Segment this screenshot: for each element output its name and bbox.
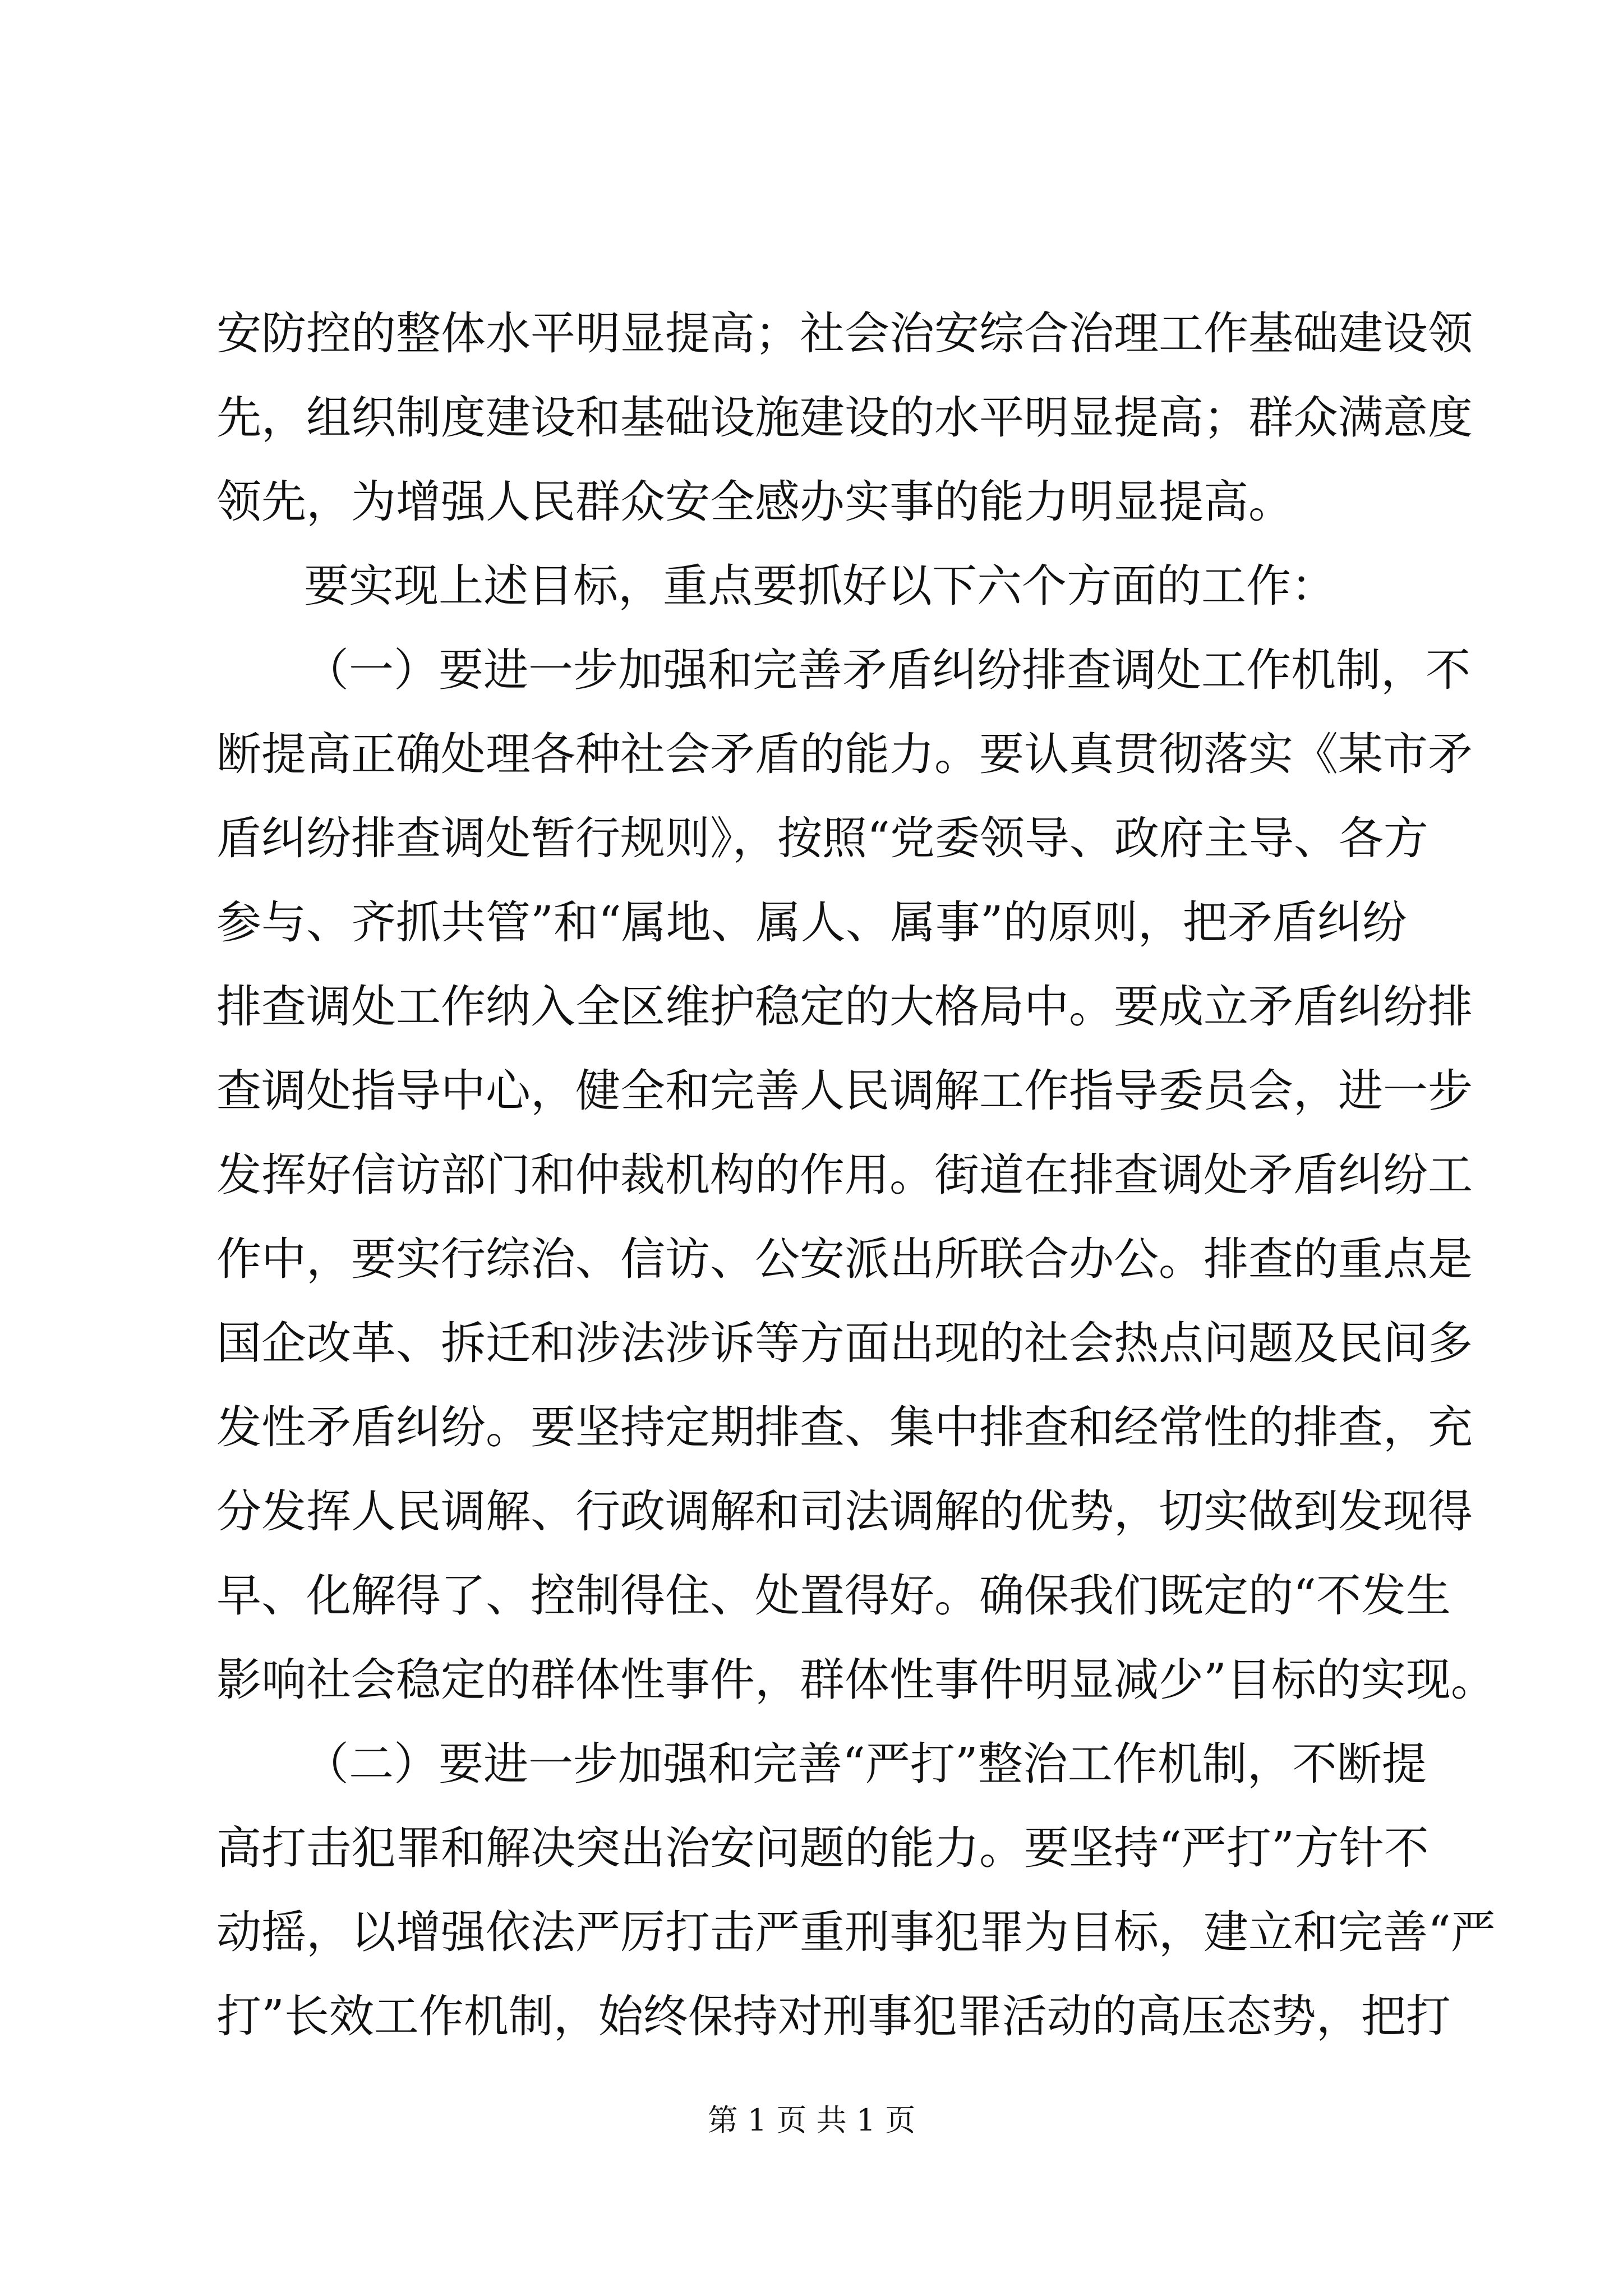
text-line: 查调处指导中心，健全和完善人民调解工作指导委员会，进一步 (216, 1065, 1473, 1117)
page-footer: 第 1 页 共 1 页 (707, 2102, 916, 2138)
text-line: 参与、齐抓共管”和“属地、属人、属事”的原则，把矛盾纠纷 (216, 896, 1407, 949)
text-line: 作中，要实行综治、信访、公安派出所联合办公。排查的重点是 (216, 1233, 1473, 1285)
text-line: 安防控的整体水平明显提高；社会治安综合治理工作基础建设领 (216, 307, 1473, 360)
text-line: 分发挥人民调解、行政调解和司法调解的优势，切实做到发现得 (216, 1485, 1473, 1538)
text-line: 影响社会稳定的群体性事件，群体性事件明显减少”目标的实现。 (216, 1654, 1496, 1706)
text-line: 发性矛盾纠纷。要坚持定期排查、集中排查和经常性的排查，充 (216, 1401, 1473, 1453)
paragraph-start-line: 要实现上述目标，重点要抓好以下六个方面的工作： (304, 560, 1336, 612)
text-line: 打”长效工作机制，始终保持对刑事犯罪活动的高压态势，把打 (216, 1990, 1451, 2042)
paragraph-start-line: （二）要进一步加强和完善“严打”整治工作机制，不断提 (304, 1738, 1427, 1790)
text-line: 高打击犯罪和解决突出治安问题的能力。要坚持“严打”方针不 (216, 1822, 1429, 1874)
text-line: 领先，为增强人民群众安全感办实事的能力明显提高。 (216, 476, 1293, 528)
text-line: 排查调处工作纳入全区维护稳定的大格局中。要成立矛盾纠纷排 (216, 981, 1473, 1033)
text-line: 断提高正确处理各种社会矛盾的能力。要认真贯彻落实《某市矛 (216, 728, 1473, 780)
text-line: 国企改革、拆迁和涉法涉诉等方面出现的社会热点问题及民间多 (216, 1317, 1473, 1369)
text-line: 发挥好信访部门和仲裁机构的作用。街道在排查调处矛盾纠纷工 (216, 1149, 1473, 1201)
text-line: 先，组织制度建设和基础设施建设的水平明显提高；群众满意度 (216, 392, 1473, 444)
text-line: 动摇，以增强依法严厉打击严重刑事犯罪为目标，建立和完善“严 (216, 1906, 1496, 1958)
text-line: 早、化解得了、控制得住、处置得好。确保我们既定的“不发生 (216, 1570, 1451, 1622)
text-line: 盾纠纷排查调处暂行规则》，按照“党委领导、政府主导、各方 (216, 812, 1428, 864)
paragraph-start-line: （一）要进一步加强和完善矛盾纠纷排查调处工作机制，不 (304, 644, 1470, 696)
